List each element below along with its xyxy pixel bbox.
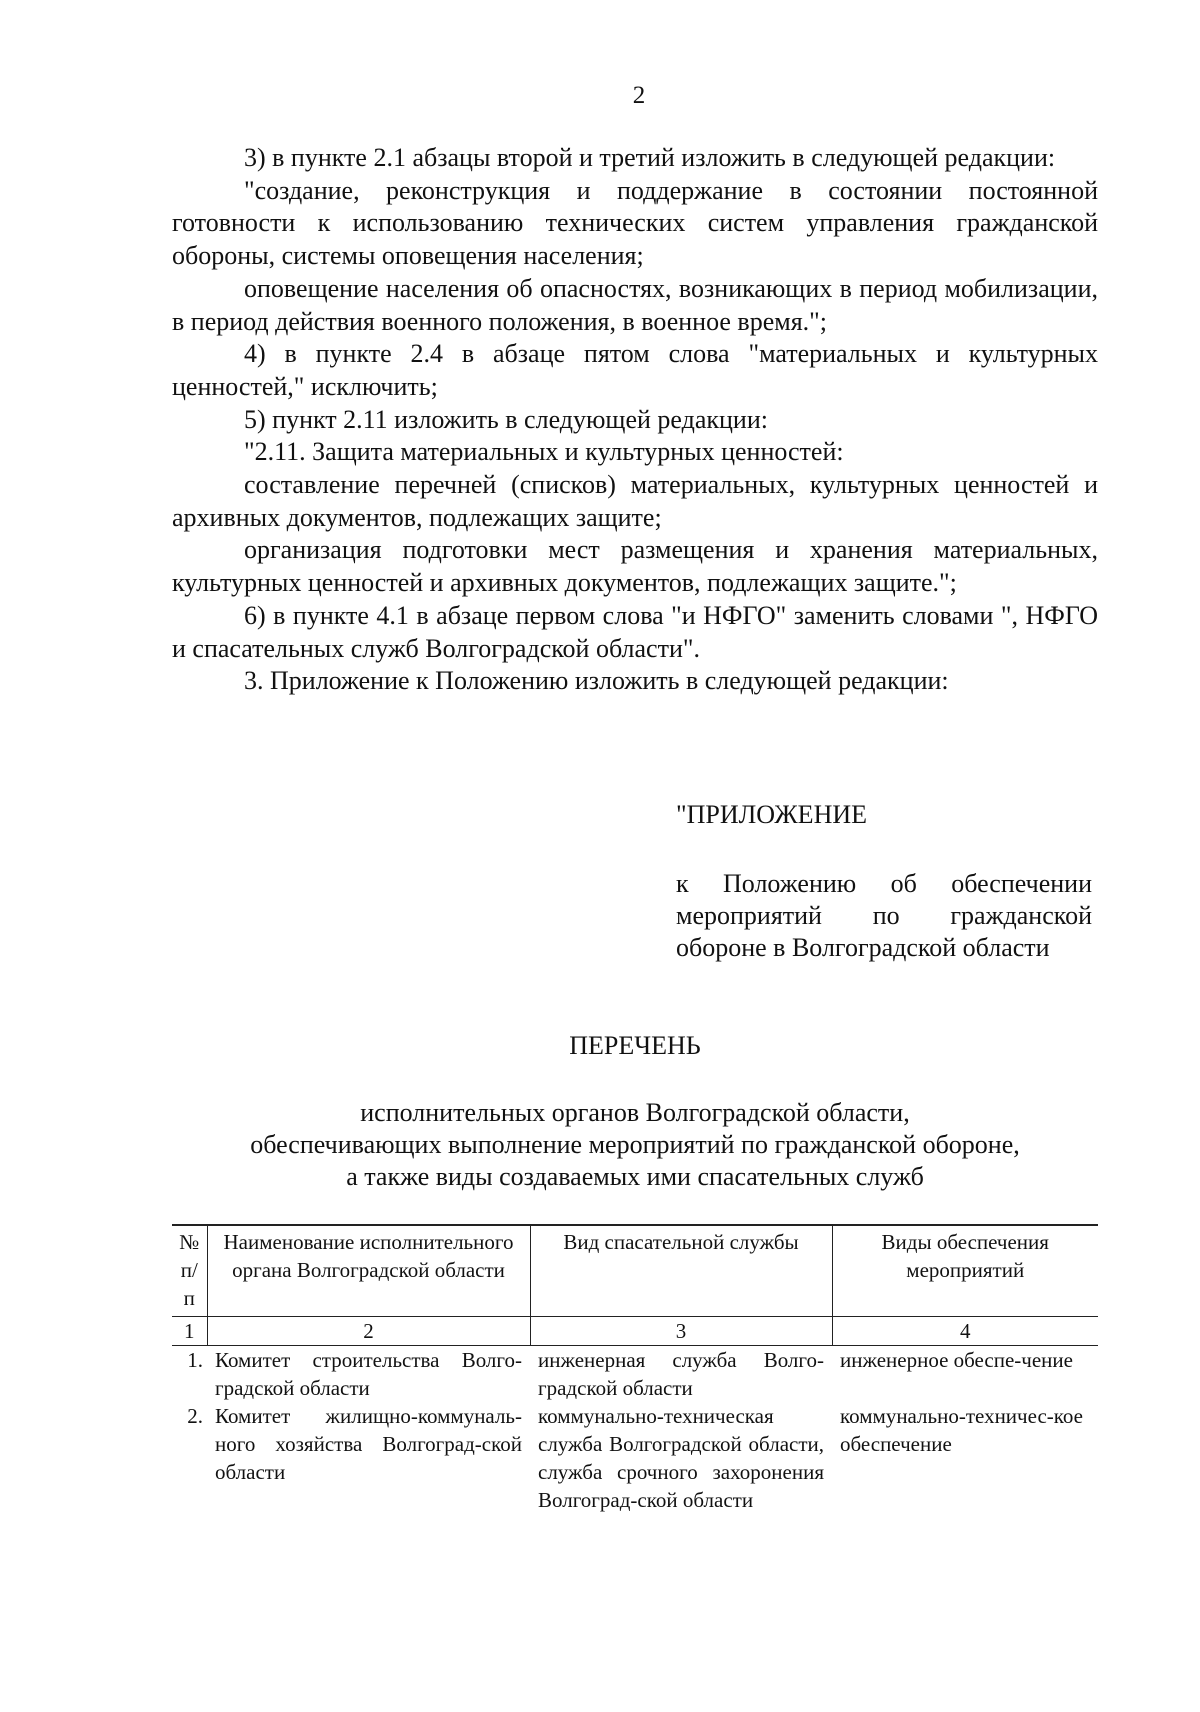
column-number: 3 [530, 1317, 832, 1346]
subtitle-line: обеспечивающих выполнение мероприятий по гражданской обороне, [250, 1130, 1020, 1159]
paragraph: организация подготовки мест размещения и хранения материальных, культурных ценностей и архивных документов, подлежащих защите."; [172, 535, 1098, 598]
paragraph: "2.11. Защита материальных и культурных ценностей: [244, 437, 844, 467]
header-support: Виды обеспечения мероприятий [832, 1225, 1098, 1317]
appendix-subtitle: к Положению об обеспечении мероприятий по гражданской обороне в Волгоградской области [676, 869, 1092, 962]
paragraph: "создание, реконструкция и поддержание в состоянии постоянной готовности к использованию технических систем управления гражданской обороны, системы оповещения населения; [172, 175, 1098, 271]
organ-name: Комитет строительства Волго-градской области [215, 1348, 522, 1400]
services-table [172, 1224, 1098, 1514]
paragraph: 5) пункт 2.11 изложить в следующей редакции: [244, 404, 768, 434]
list-title: ПЕРЕЧЕНЬ [569, 1031, 701, 1060]
list-subtitle [172, 1097, 1098, 1193]
column-number: 1 [172, 1317, 207, 1346]
paragraph: 6) в пункте 4.1 в абзаце первом слова "и НФГО" заменить словами ", НФГО и спасательных служб Волгоградской области". [172, 600, 1098, 663]
organ-name: Комитет жилищно-коммуналь-ного хозяйства Волгоград-ской области [215, 1404, 522, 1484]
paragraph: 4) в пункте 2.4 в абзаце пятом слова "материальных и культурных ценностей," исключить; [172, 339, 1098, 401]
column-number: 4 [832, 1317, 1098, 1346]
paragraph: 3. Приложение к Положению изложить в следующей редакции: [244, 666, 949, 696]
column-number-row [172, 1317, 1098, 1346]
support-type: инженерное обеспе-чение [840, 1348, 1073, 1372]
header-organ: Наименование исполнительного органа Волгоградской области [207, 1225, 530, 1317]
appendix-title: "ПРИЛОЖЕНИЕ [676, 800, 868, 829]
header-service: Вид спасательной службы [530, 1225, 832, 1317]
paragraph: оповещение населения об опасностях, возникающих в период мобилизации, в период действия военного положения, в военное время."; [172, 273, 1098, 336]
table-row [172, 1346, 1098, 1403]
support-type: коммунально-техничес-кое обеспечение [840, 1404, 1083, 1456]
header-number: № п/п [172, 1225, 207, 1317]
subtitle-line: исполнительных органов Волгоградской области, [360, 1098, 910, 1127]
row-number: 1. [187, 1348, 203, 1372]
paragraph: 3) в пункте 2.1 абзацы второй и третий изложить в следующей редакции: [244, 143, 1056, 172]
amendment-text [172, 142, 1098, 698]
service-type: инженерная служба Волго-градской области [538, 1348, 824, 1400]
subtitle-line: а также виды создаваемых ими спасательных служб [346, 1162, 924, 1191]
row-number: 2. [187, 1404, 203, 1428]
service-type: коммунально-техническая служба Волгоградской области, служба срочного захоронения Волгоград-ской области [538, 1404, 824, 1512]
table-header-row [172, 1225, 1098, 1317]
column-number: 2 [207, 1317, 530, 1346]
paragraph: составление перечней (списков) материальных, культурных ценностей и архивных документов, подлежащих защите; [172, 470, 1098, 532]
table-row [172, 1402, 1098, 1514]
page-number: 2 [632, 82, 646, 109]
